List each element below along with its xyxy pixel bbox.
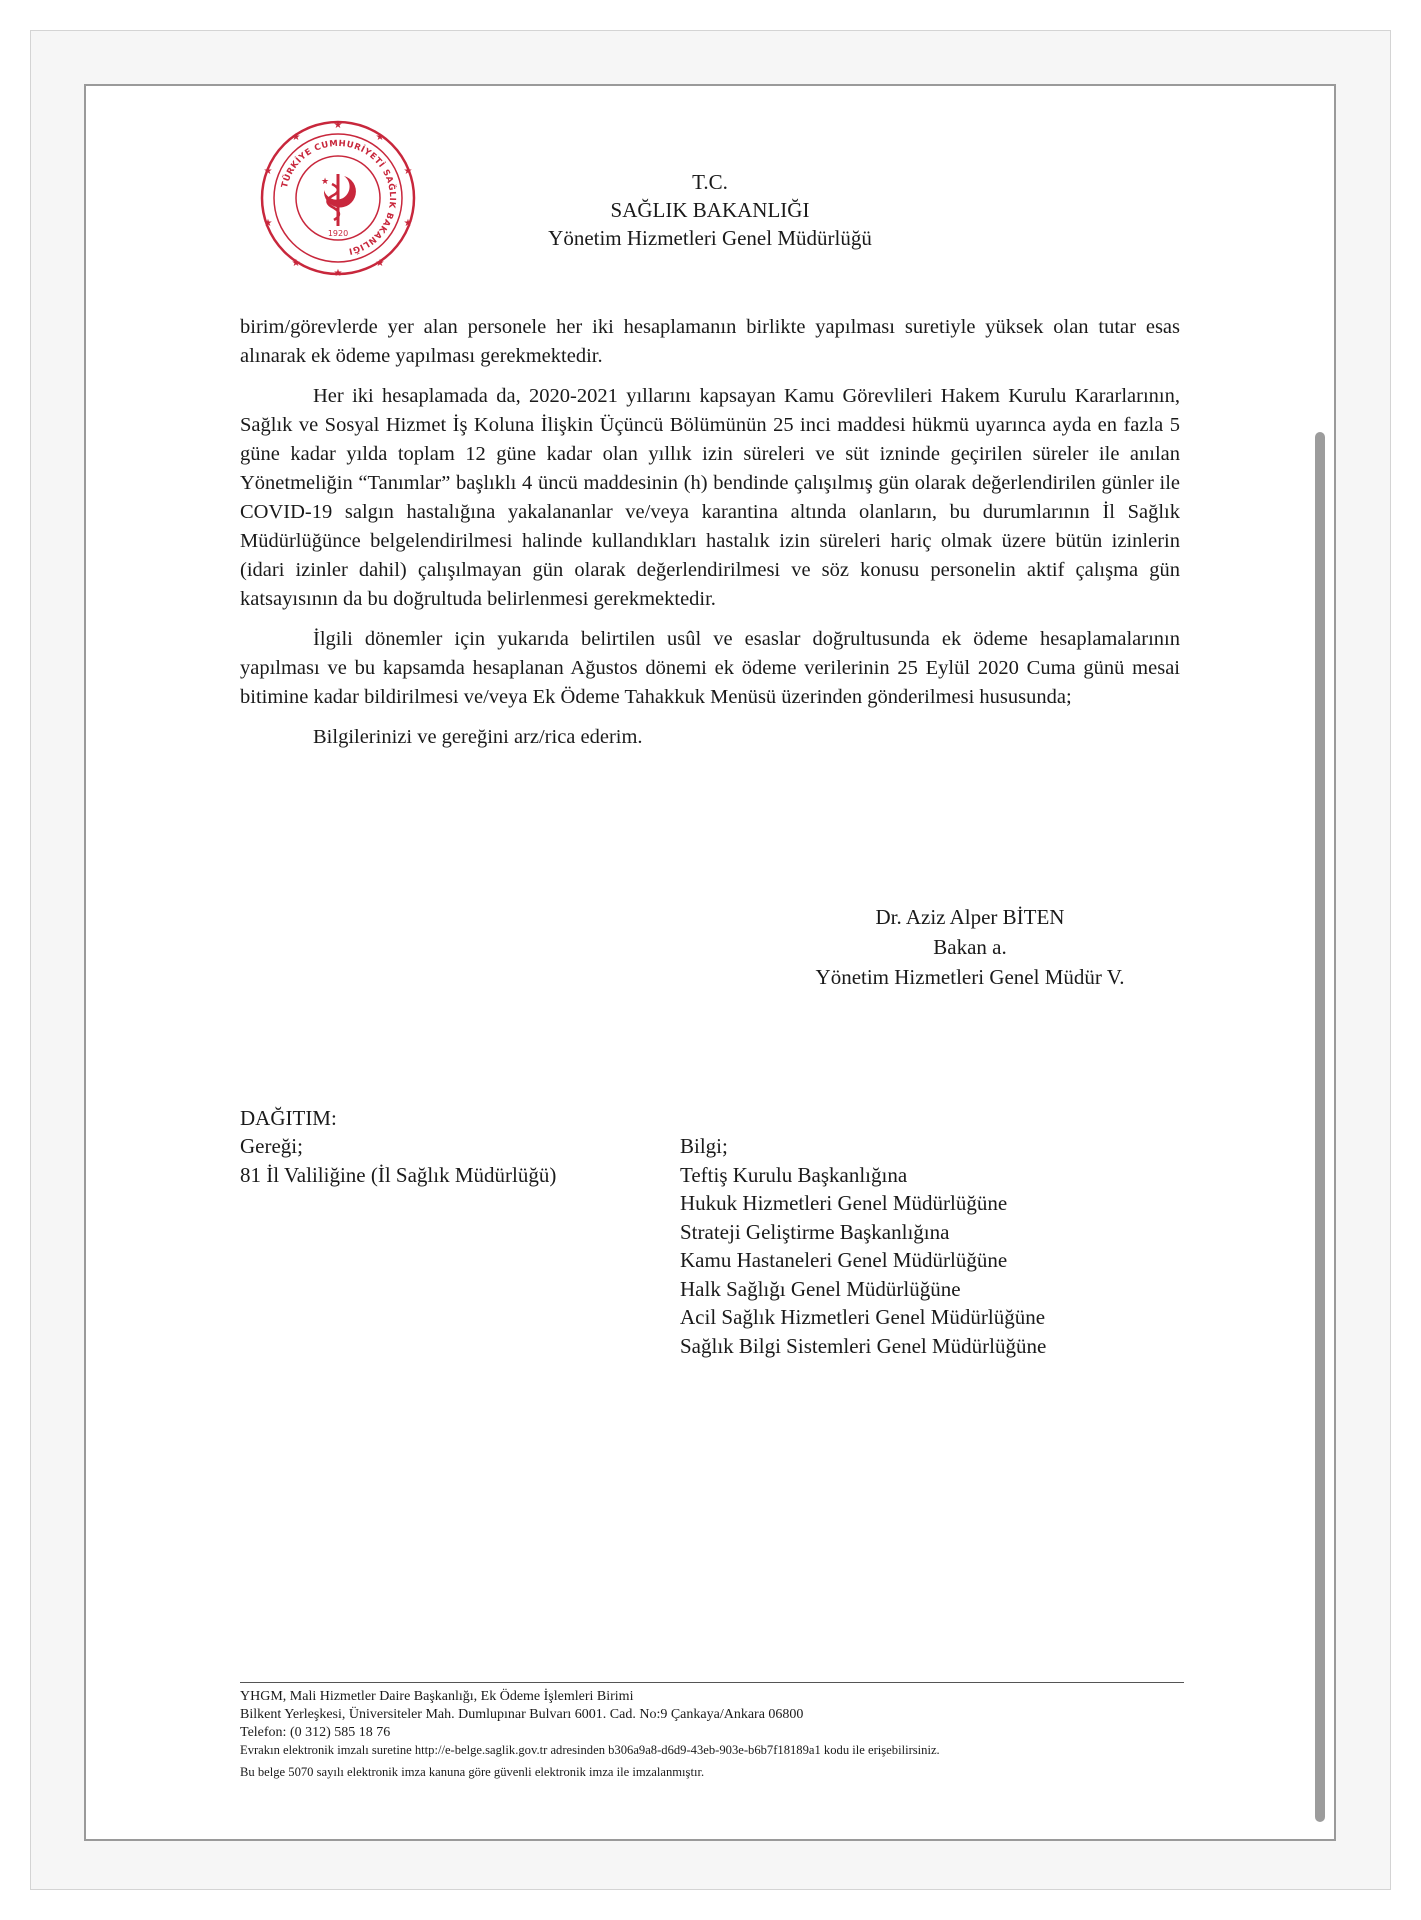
svg-text:★: ★ [263,218,273,229]
footer-esignature-note: Bu belge 5070 sayılı elektronik imza kanuna göre güvenli elektronik imza ile imzalanmıştır. [240,1765,705,1779]
footer-phone: Telefon: (0 312) 585 18 76 [240,1725,391,1740]
info-item: Hukuk Hizmetleri Genel Müdürlüğüne [680,1191,1008,1215]
action-heading: Gereği; [240,1134,303,1158]
info-item: Kamu Hastaneleri Genel Müdürlüğüne [680,1248,1008,1272]
svg-text:★: ★ [375,258,385,269]
svg-text:★: ★ [333,268,343,278]
svg-text:★: ★ [375,132,385,143]
signature-title: Yönetim Hizmetleri Genel Müdür V. [815,965,1125,989]
signature-name: Dr. Aziz Alper BİTEN [875,905,1065,929]
info-item: Strateji Geliştirme Başkanlığına [680,1219,950,1244]
footer-verification: Evrakın elektronik imzalı suretine http://e-belge.saglik.gov.tr adresinden b306a9a8-d6d9-43eb-903e-b6b7f18189a1 kodu ile erişebilirsiniz. [240,1743,940,1757]
scrollbar[interactable] [1315,432,1325,1822]
footer-address: Bilkent Yerleşkesi, Üniversiteler Mah. Dumlupınar Bulvarı 6001. Cad. No:9 Çankaya/Ankara 06800 [240,1707,804,1722]
svg-text:★: ★ [333,120,343,131]
info-heading: Bilgi; [680,1134,728,1158]
svg-text:★: ★ [403,218,413,229]
svg-text:★: ★ [291,132,301,143]
footer-divider [240,1682,1184,1683]
paragraph-4: Bilgilerinizi ve gereğini arz/rica ederim. [313,726,643,748]
paragraph-2: Her iki hesaplamada da, 2020-2021 yıllarını kapsayan Kamu Görevlileri Hakem Kurulu Kararlarının, Sağlık ve Sosyal Hizmet İş Koluna İlişkin Üçüncü Bölümünün 25 inci maddesi hükmü uyarınca ayda en fazla 5 güne kadar yılda toplam 12 güne kadar olan yıllık izin süreleri ve süt izninde geçirilen süreler ile anılan Yönetmeliğin “Tanımlar” başlıklı 4 üncü maddesinin (h) bendinde çalışılmış gün olarak değerlendirilen günler ile COVID-19 salgın hastalığına yakalananlar ve/veya karantina altında olanların, bu durumlarının İl Sağlık Müdürlüğünce belgelendirilmesi halinde kullandıkları hastalık izin süreleri hariç olmak üzere bütün izinlerin (idari izinler dahil) çalışılmayan gün olarak değerlendirilmesi ve söz konusu personelin aktif çalışma gün katsayısının da bu doğrultuda belirlenmesi gerekmektedir. [240,385,1180,610]
svg-text:★: ★ [321,177,330,187]
svg-text:★: ★ [263,166,273,177]
svg-text:★: ★ [291,258,301,269]
distribution-list [240,1104,1180,1358]
document-body [240,313,1180,763]
info-item: Acil Sağlık Hizmetleri Genel Müdürlüğüne [680,1305,1046,1329]
paragraph-1: birim/görevlerde yer alan personele her iki hesaplamanın birlikte yapılması suretiyle yüksek olan tutar esas alınarak ek ödeme yapılması gerekmektedir. [240,316,1180,367]
distribution-heading: DAĞITIM: [240,1106,337,1130]
document-header [500,168,920,252]
paragraph-3: İlgili dönemler için yukarıda belirtilen usûl ve esaslar doğrultusunda ek ödeme hesaplamalarının yapılması ve bu kapsamda hesaplanan Ağustos dönemi ek ödeme verilerinin 25 Eylül 2020 Cuma günü mesai bitimine kadar bildirilmesi ve/veya Ek Ödeme Tahakkuk Menüsü üzerinden gönderilmesi hususunda; [240,628,1180,708]
seal-text: TÜRKİYE CUMHURİYETİ SAĞLIK BAKANLIĞI [280,138,398,256]
signature-block [760,902,1180,992]
svg-text:★: ★ [403,166,413,177]
document-footer [240,1688,1240,1780]
info-item: Halk Sağlığı Genel Müdürlüğüne [680,1276,961,1301]
distribution-info-column [680,1132,1180,1360]
header-directorate: Yönetim Hizmetleri Genel Müdürlüğü [548,226,872,250]
footer-unit: YHGM, Mali Hizmetler Daire Başkanlığı, Ek Ödeme İşlemleri Birimi [240,1689,634,1704]
seal-year: 1920 [327,229,349,238]
distribution-action-column [240,1132,660,1189]
action-item: 81 İl Valiliğine (İl Sağlık Müdürlüğü) [240,1162,557,1187]
info-item: Sağlık Bilgi Sistemleri Genel Müdürlüğüne [680,1333,1047,1358]
signature-role: Bakan a. [933,935,1007,959]
header-ministry: SAĞLIK BAKANLIĞI [610,198,810,222]
info-item: Teftiş Kurulu Başkanlığına [680,1162,908,1187]
header-tc: T.C. [692,170,728,194]
ministry-seal-logo [258,118,418,278]
